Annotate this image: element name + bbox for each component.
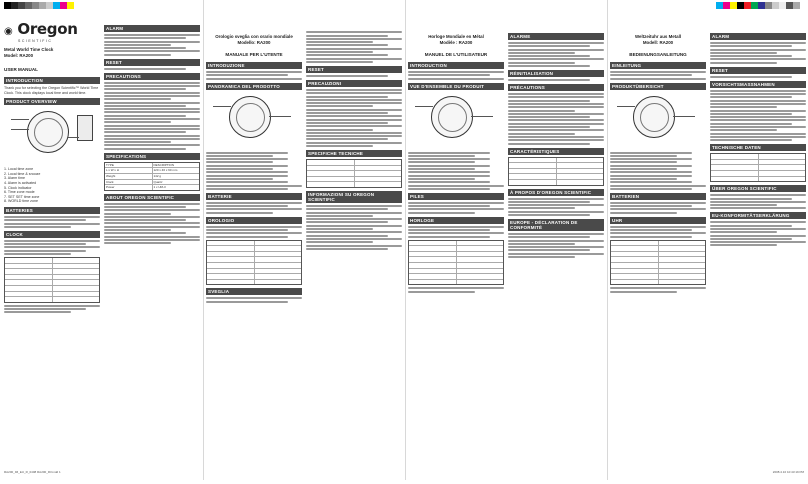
oregon-logo: ◉ Oregon SCIENTIFIC (4, 20, 78, 43)
italian-time-zone-table (206, 240, 302, 286)
legend-item: 7. SET SET time zone (4, 194, 40, 199)
french-clock-header: HORLOGE (408, 217, 504, 224)
english-clock-header: CLOCK (4, 231, 100, 238)
clock-front-illustration (27, 111, 69, 153)
legend-item: 3. Alarm time (4, 176, 25, 181)
page-english-1 (2, 0, 202, 476)
italian-spec-header: SPECIFICHE TECNICHE (306, 150, 402, 157)
page-italian (204, 0, 404, 476)
print-footer-right: 2008.4.10 10:43:19 PM (772, 470, 804, 474)
legend-item: 1. Local time zone (4, 167, 34, 172)
italian-spec-table (306, 159, 402, 188)
legend-item: 6. Time zone mode (4, 190, 35, 195)
english-title-block: Metal World Time Clock Model: RA200 USER MANUAL (4, 47, 54, 72)
clock-front-illustration (431, 96, 473, 138)
french-intro-header: INTRODUCTION (408, 62, 504, 69)
clock-front-illustration (229, 96, 271, 138)
italian-reset-header: RESET (306, 66, 402, 73)
english-batteries-header: BATTERIES (4, 207, 100, 214)
italian-clock-header: OROLOGIO (206, 217, 302, 224)
english-spec-table: TYPE DESCRIPTION L x W x H 120 x 46 x 90 mm Weight 142 g Clock Quartz Power 1 x UM-3 (104, 162, 200, 191)
german-spec-header: TECHNISCHE DATEN (710, 144, 806, 151)
english-time-zone-table (4, 257, 100, 303)
product-diagram (209, 92, 299, 150)
german-time-zone-table (610, 240, 706, 286)
french-left-column (408, 30, 504, 294)
print-footer-left: RA200_IM_EU_R_0408 RA200_R3.indd 1 (4, 470, 61, 474)
german-overview-header: PRODUKTÜBERSICHT (610, 83, 706, 90)
german-reset-header: RESET (710, 67, 806, 74)
clock-side-illustration (77, 115, 93, 141)
french-alarm-header: ALARME (508, 33, 604, 40)
french-spec-header: CARACTÉRISTIQUES (508, 148, 604, 155)
italian-intro-header: INTRODUZIONE (206, 62, 302, 69)
french-eu-header: EUROPE - DÉCLARATION DE CONFORMITÉ (508, 219, 604, 231)
english-spec-header: SPECIFICATIONS (104, 153, 200, 160)
legend-item: 8. WORLD time zone (4, 199, 38, 204)
italian-info-header: INFORMAZIONI SU OREGON SCIENTIFIC (306, 191, 402, 203)
french-right-column (508, 30, 604, 259)
french-about-header: À PROPOS D'OREGON SCIENTIFIC (508, 189, 604, 196)
french-batteries-header: PILES (408, 193, 504, 200)
page-german (608, 0, 808, 476)
italian-alarm-header: SVEGLIA (206, 288, 302, 295)
german-clock-header: UHR (610, 217, 706, 224)
english-overview-header: PRODUCT OVERVIEW (4, 98, 100, 105)
italian-overview-header: PANORAMICA DEL PRODOTTO (206, 83, 302, 90)
english-left-column (4, 22, 100, 315)
italian-left-column (206, 30, 302, 304)
italian-right-column (306, 30, 402, 251)
english-reset-header: RESET (104, 59, 200, 66)
french-spec-table (508, 157, 604, 186)
french-overview-header: VUE D'ENSEMBLE DU PRODUIT (408, 83, 504, 90)
english-right-column (104, 22, 200, 246)
german-spec-table (710, 153, 806, 182)
german-left-column (610, 30, 706, 294)
french-title-block: Horloge Mondiale en Métal Modèle : RA200 MANUEL DE L'UTILISATEUR (424, 34, 488, 57)
french-reset-header: RÉINITIALISATION (508, 70, 604, 77)
english-about-header: ABOUT OREGON SCIENTIFIC (104, 194, 200, 201)
italian-precautions-header: PRECAUZIONI (306, 80, 402, 87)
product-diagram (613, 92, 703, 150)
legend-item: 2. Local time & snooze (4, 171, 41, 176)
italian-title-block: Orologio sveglia con orario mondiale Modello: RA200 MANUALE PER L'UTENTE (215, 34, 293, 57)
french-precautions-header: PRÉCAUTIONS (508, 84, 604, 91)
english-intro-header: INTRODUCTION (4, 77, 100, 84)
german-right-column (710, 30, 806, 248)
german-title-block: Weltzeituhr aus Metall Modell: RA200 BEDIENUNGSANLEITUNG (629, 34, 687, 57)
german-eu-header: EU-KONFORMITÄTSERKLÄRUNG (710, 212, 806, 219)
english-precautions-header: PRECAUTIONS (104, 73, 200, 80)
product-diagram (7, 107, 97, 165)
legend-item: 4. Alarm is activated (4, 180, 37, 185)
legend-item: 5. Clock indicator (4, 185, 32, 190)
english-intro-text: Thank you for selecting the Oregon Scientific™ World Time Clock. This clock displays local time and world time. (4, 86, 99, 95)
page-french (406, 0, 606, 476)
german-batteries-header: BATTERIEN (610, 193, 706, 200)
french-time-zone-table (408, 240, 504, 286)
german-precautions-header: VORSICHTSMASSNAHMEN (710, 81, 806, 88)
german-alarm-header: ALARM (710, 33, 806, 40)
clock-front-illustration (633, 96, 675, 138)
italian-batteries-header: BATTERIE (206, 193, 302, 200)
german-intro-header: EINLEITUNG (610, 62, 706, 69)
german-about-header: ÜBER OREGON SCIENTIFIC (710, 185, 806, 192)
english-alarm-header: ALARM (104, 25, 200, 32)
product-diagram (411, 92, 501, 150)
